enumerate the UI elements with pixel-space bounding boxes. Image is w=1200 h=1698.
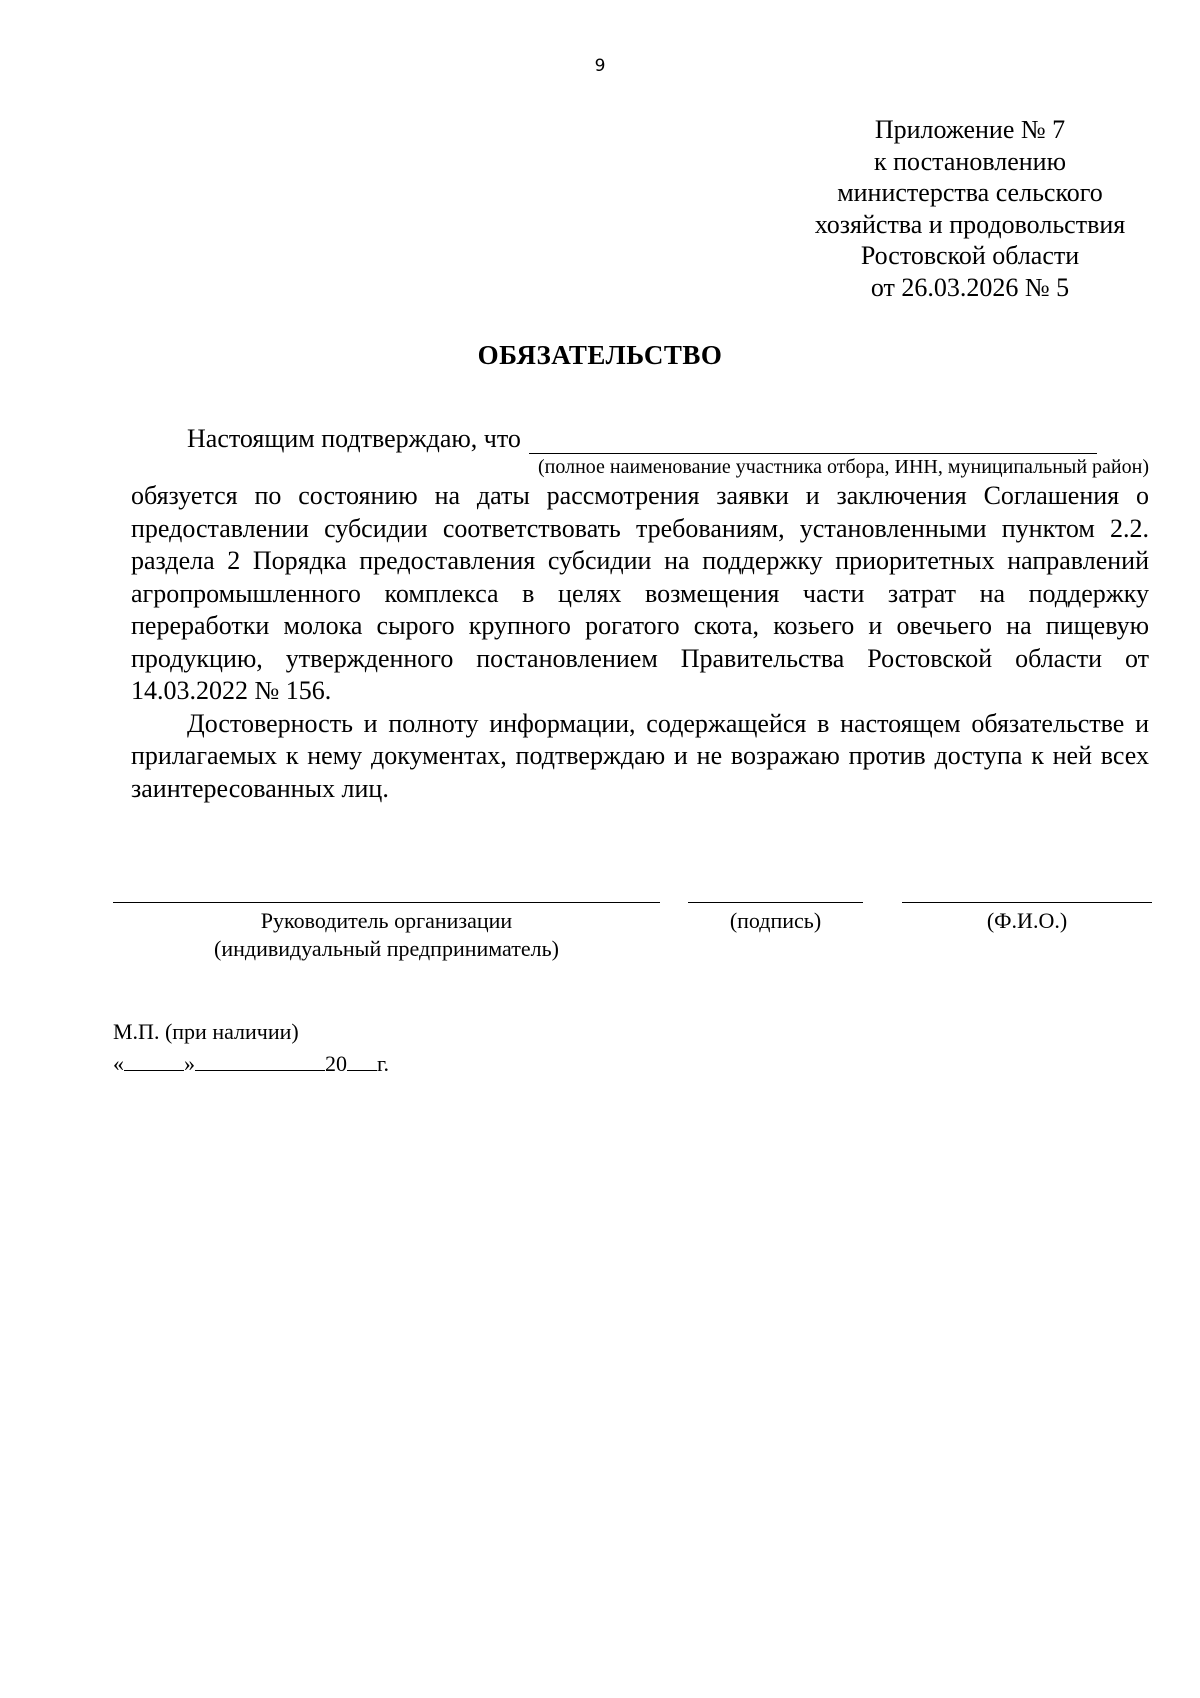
appendix-line: к постановлению [873, 146, 1067, 176]
appendix-line: Приложение № 7 [874, 115, 1066, 144]
stamp-block [113, 1016, 389, 1080]
name-line[interactable] [902, 902, 1152, 903]
sign-line[interactable] [688, 902, 863, 903]
participant-hint: (полное наименование участника отбора, ИНН, муниципальный район) [538, 456, 1149, 478]
head-label-line-2: (индивидуальный предприниматель) [214, 936, 559, 961]
head-label-line-1: Руководитель организации [260, 908, 513, 933]
sign-label: (подпись) [729, 908, 822, 933]
page-number: 9 [594, 56, 606, 76]
year-suffix: г. [377, 1051, 390, 1076]
intro-lead: Настоящим подтверждаю, что [187, 424, 521, 453]
document-title: ОБЯЗАТЕЛЬСТВО [477, 340, 723, 370]
appendix-line: министерства сельского [837, 178, 1103, 207]
seal-label: М.П. (при наличии) [113, 1019, 299, 1044]
name-label: (Ф.И.О.) [986, 908, 1068, 933]
appendix-block [770, 114, 1170, 303]
head-signature-block [113, 902, 660, 963]
date-line [113, 1048, 389, 1080]
close-quote: » [184, 1051, 195, 1076]
document-body [131, 420, 1149, 805]
intro-line [131, 420, 1149, 454]
day-blank[interactable] [124, 1050, 184, 1071]
head-signature-line[interactable] [113, 902, 660, 903]
appendix-line: Ростовской области [860, 241, 1080, 270]
year-prefix: 20 [325, 1051, 347, 1076]
participant-name-blank[interactable] [529, 429, 1097, 454]
month-blank[interactable] [195, 1050, 325, 1071]
name-block [902, 902, 1152, 935]
appendix-line: хозяйства и продовольствия [814, 209, 1126, 239]
open-quote: « [113, 1051, 124, 1076]
appendix-line: от 26.03.2026 № 5 [870, 272, 1070, 302]
paragraph-obligation: обязуется по состоянию на даты рассмотрения заявки и заключения Соглашения о предоставлении субсидии соответствовать требованиям, установленными пунктом 2.2. раздела 2 Порядка предоставления субсидии на поддержку приоритетных направлений агропромышленного комплекса в целях возмещения части затрат на поддержку переработки молока сырого крупного рогатого скота, козьего и овечьего на пищевую продукцию, утвержденного постановлением Правительства Ростовской области от 14.03.2022 № 156. [131, 481, 1149, 705]
paragraph-reliability: Достоверность и полноту информации, содержащейся в настоящем обязательстве и прилагаемых к нему документах, подтверждаю и не возражаю против доступа к ней всех заинтересованных лиц. [131, 708, 1149, 803]
sign-block [688, 902, 863, 935]
head-label [113, 907, 660, 963]
year-blank[interactable] [347, 1050, 377, 1071]
